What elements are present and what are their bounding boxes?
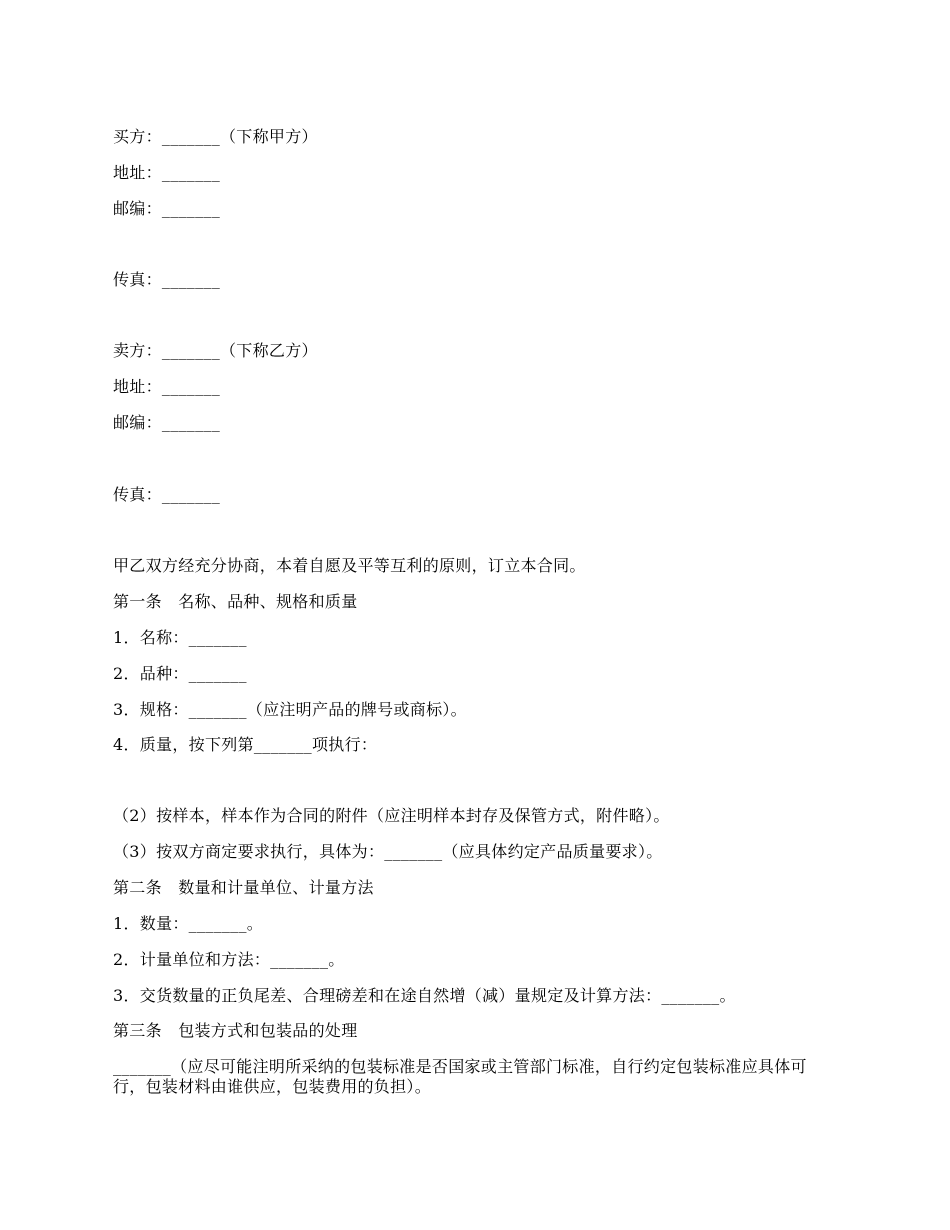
preamble: 甲乙双方经充分协商，本着自愿及平等互利的原则，订立本合同。 <box>113 556 586 575</box>
article1-item: 2．品种：_______ <box>113 664 247 683</box>
article2-item: 3．交货数量的正负尾差、合理磅差和在途自然增（减）量规定及计算方法：_______。 <box>113 986 736 1005</box>
seller-postcode: 邮编：_______ <box>113 413 220 432</box>
article3-heading: 第三条 包装方式和包装品的处理 <box>113 1021 358 1040</box>
article1-item: 1．名称：_______ <box>113 628 247 647</box>
seller-party-line: 卖方：_______（下称乙方） <box>113 341 318 360</box>
seller-fax: 传真：_______ <box>113 485 220 504</box>
article1-option: （2）按样本，样本作为合同的附件（应注明样本封存及保管方式，附件略）。 <box>113 806 670 825</box>
buyer-postcode: 邮编：_______ <box>113 199 220 218</box>
article1-item: 4．质量，按下列第_______项执行： <box>113 735 378 754</box>
buyer-address: 地址：_______ <box>113 163 220 182</box>
buyer-party-line: 买方：_______（下称甲方） <box>113 127 318 146</box>
article2-item: 2．计量单位和方法：_______。 <box>113 950 345 969</box>
article1-item: 3．规格：_______（应注明产品的牌号或商标）。 <box>113 700 467 719</box>
article1-heading: 第一条 名称、品种、规格和质量 <box>113 592 358 611</box>
buyer-fax: 传真：_______ <box>113 270 220 289</box>
seller-address: 地址：_______ <box>113 377 220 396</box>
article3-body: _______（应尽可能注明所采纳的包装标准是否国家或主管部门标准，自行约定包装标准应具体可行，包装材料由谁供应，包装费用的负担）。 <box>113 1057 807 1096</box>
article1-option: （3）按双方商定要求执行，具体为：_______（应具体约定产品质量要求）。 <box>113 842 663 861</box>
article2-item: 1．数量：_______。 <box>113 914 264 933</box>
article2-heading: 第二条 数量和计量单位、计量方法 <box>113 878 374 897</box>
